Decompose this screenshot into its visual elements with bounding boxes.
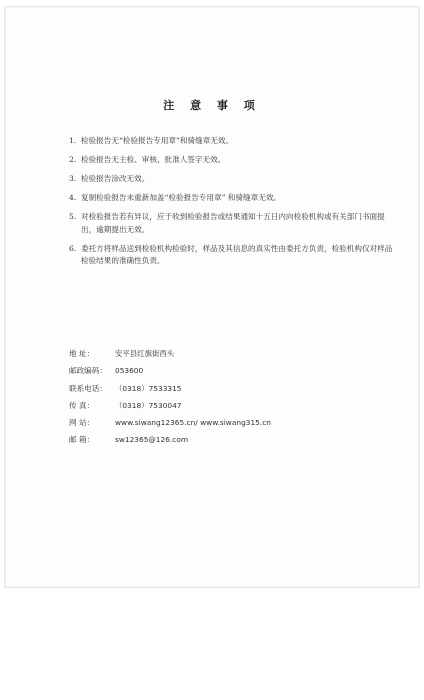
website-label: 网 站： — [69, 418, 95, 428]
address-label: 地 址： — [69, 349, 95, 358]
notice-item — [69, 243, 399, 268]
notice-item — [69, 154, 399, 167]
website-value: www.siwang12365.cn/ www.siwang315.cn — [115, 418, 271, 428]
email-value: sw12365@126.com — [115, 435, 189, 445]
notice-text: 检验报告无“检验报告专用章”和骑缝章无效。 — [81, 136, 234, 145]
notice-item — [69, 173, 399, 186]
notice-item — [69, 135, 399, 148]
contact-fax — [69, 401, 389, 411]
notice-text: 委托方将样品送到检验机构检验时，样品及其信息的真实性由委托方负责，检验机构仅对样品检验结果的准确性负责。 — [81, 243, 393, 265]
postcode-value: 053600 — [115, 366, 144, 376]
phone-value: （0318）7533315 — [115, 383, 182, 393]
notice-text: 对检验报告若有异议，应于收到检验报告或结果通知十五日内向检验机构或有关部门书面提出，逾期提出无效。 — [81, 212, 385, 234]
contact-postcode — [69, 366, 389, 376]
notice-number: 6. — [69, 243, 77, 253]
phone-label: 联系电话： — [69, 383, 107, 393]
fax-label: 传 真： — [69, 400, 95, 410]
contact-website — [69, 418, 389, 428]
contact-email — [69, 435, 389, 445]
notice-text: 检验报告涂改无效。 — [81, 174, 150, 183]
contact-phone — [69, 384, 389, 394]
notice-number: 3. — [69, 174, 77, 183]
notice-text: 检验报告无主检、审核、批准人签字无效。 — [81, 155, 226, 164]
contact-address — [69, 349, 389, 359]
page-title: 注 意 事 项 — [163, 99, 261, 112]
notice-number: 2. — [69, 155, 77, 164]
notice-item — [69, 192, 399, 205]
notice-list — [69, 135, 399, 274]
notice-number: 4. — [69, 193, 77, 202]
contact-info — [69, 349, 389, 453]
notice-text: 复制检验报告未重新加盖“检验报告专用章” 和骑缝章无效。 — [81, 193, 282, 202]
notice-number: 1. — [69, 136, 77, 145]
document-page — [4, 6, 420, 588]
postcode-label: 邮政编码： — [69, 366, 107, 376]
email-label: 邮 箱： — [69, 435, 95, 445]
address-value: 安平县红旗街西头 — [115, 349, 175, 358]
fax-value: （0318）7530047 — [115, 400, 182, 410]
notice-item — [69, 211, 399, 236]
notice-number: 5. — [69, 212, 77, 221]
